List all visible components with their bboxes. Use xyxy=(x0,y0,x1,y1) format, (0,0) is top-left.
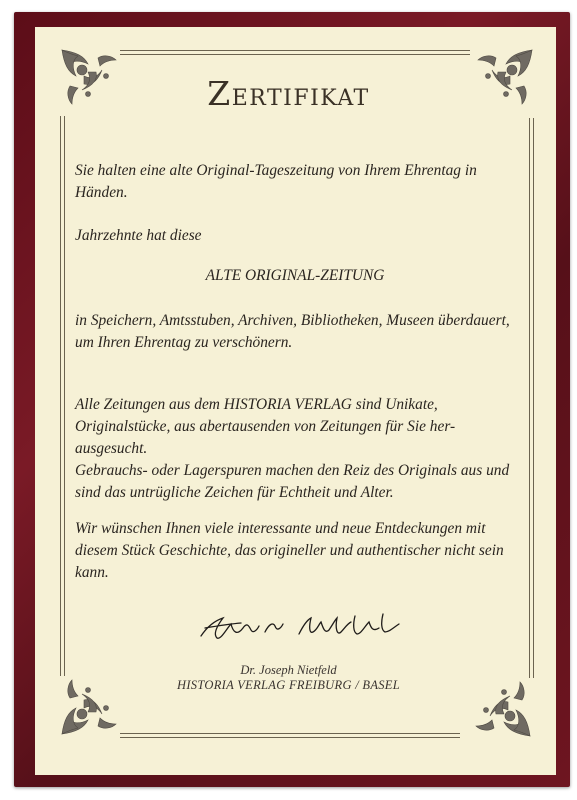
title-rest: ERTIFIKAT xyxy=(231,86,370,111)
left-border-rule-inner xyxy=(64,116,65,676)
decades-text: Jahrzehnte hat diese xyxy=(75,227,202,244)
unique-items-text: Alle Zeitungen aus dem HISTORIA VERLAG sind Unikate, Originalstücke, aus abertausenden von Zeitungen für Sie her-ausgesucht. xyxy=(75,396,456,457)
top-border-rule-inner xyxy=(120,54,470,55)
title-initial: Z xyxy=(207,74,232,113)
signer-name: Dr. Joseph Nietfeld xyxy=(240,663,337,677)
handwritten-signature xyxy=(195,606,405,648)
intro-text: Sie halten eine alte Original-Tageszeitung von Ihrem Ehrentag in Händen. xyxy=(75,162,477,201)
bottom-border-rule-inner xyxy=(120,737,460,738)
wishes-text: Wir wünschen Ihnen viele interessante und neue Entdeckungen mit diesem Stück Geschichte, das origineller und authentischer nicht sein kann. xyxy=(75,520,504,581)
right-border-rule-inner xyxy=(533,118,534,678)
right-border-rule xyxy=(529,118,530,678)
certificate-title xyxy=(0,74,577,113)
survival-text: in Speichern, Amtsstuben, Archiven, Bibliotheken, Museen überdauert, um Ihren Ehrentag zu verschönern. xyxy=(75,312,510,351)
highlight-heading: ALTE ORIGINAL-ZEITUNG xyxy=(205,267,385,284)
top-border-rule xyxy=(120,50,470,51)
publisher-line: HISTORIA VERLAG FREIBURG / BASEL xyxy=(177,678,400,692)
wear-marks-text: Gebrauchs- oder Lagerspuren machen den Reiz des Originals aus und sind das untrügliche Zeichen für Echtheit und Alter. xyxy=(75,462,510,501)
left-border-rule xyxy=(60,116,61,676)
bottom-border-rule xyxy=(120,733,460,734)
